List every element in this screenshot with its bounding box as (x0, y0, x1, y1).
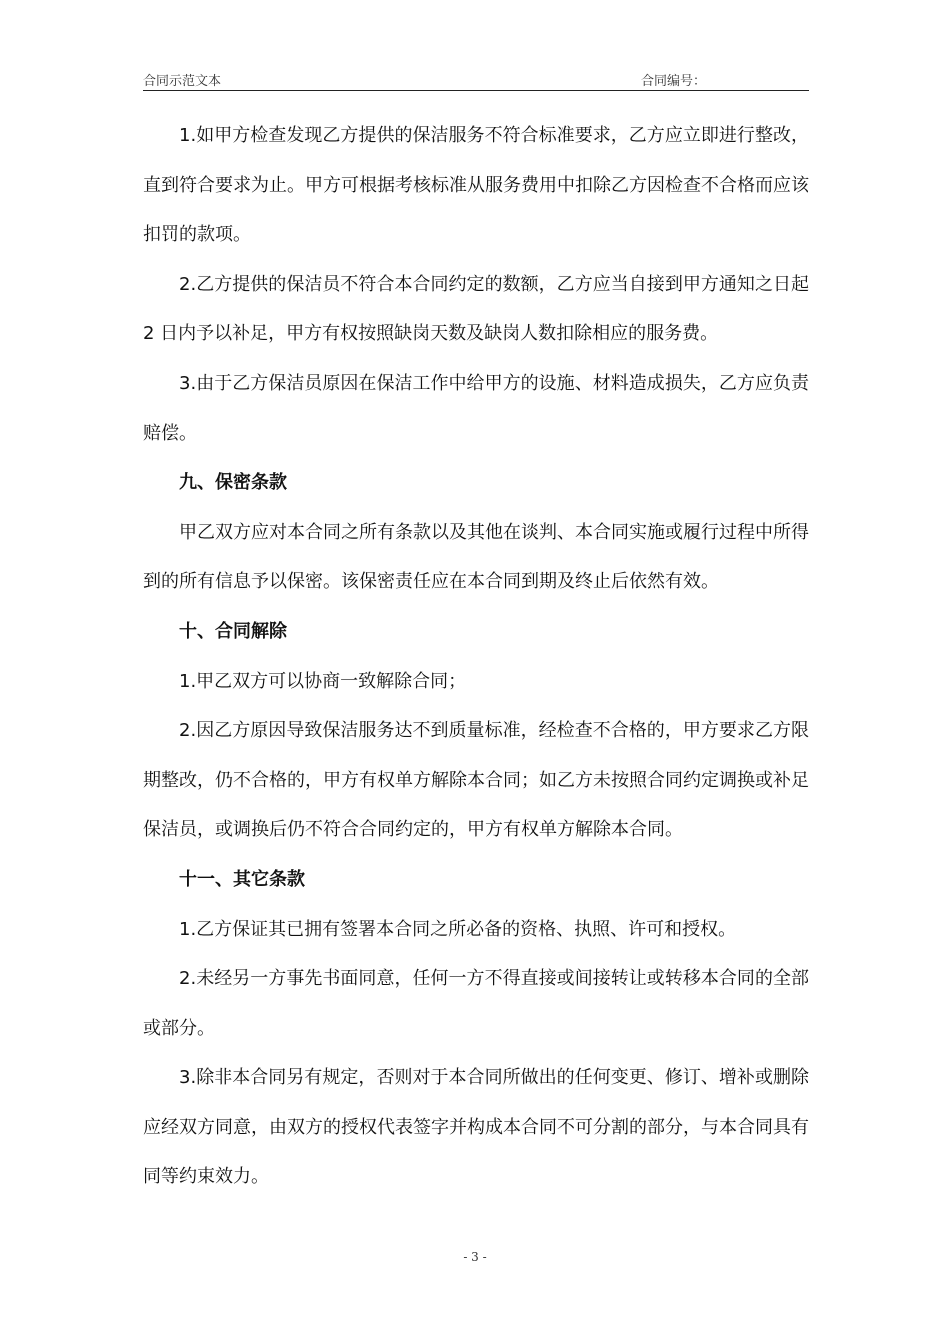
page-header (143, 68, 809, 91)
header-doc-type: 合同示范文本 (143, 74, 222, 89)
document-body (143, 111, 809, 1202)
paragraph-staff-shortage: 2.乙方提供的保洁员不符合本合同约定的数额，乙方应当自接到甲方通知之日起 2 日内予以补足，甲方有权按照缺岗天数及缺岗人数扣除相应的服务费。 (143, 273, 809, 345)
section-heading-confidentiality: 九、保密条款 (179, 472, 287, 494)
paragraph-damage-compensation: 3.由于乙方保洁员原因在保洁工作中给甲方的设施、材料造成损失，乙方应负责赔偿。 (143, 372, 809, 444)
section-heading-other-terms: 十一、其它条款 (179, 868, 305, 890)
paragraph-assignment: 2.未经另一方事先书面同意，任何一方不得直接或间接转让或转移本合同的全部或部分。 (143, 968, 809, 1039)
paragraph-termination-unilateral: 2.因乙方原因导致保洁服务达不到质量标准，经检查不合格的，甲方要求乙方限期整改，仍不合格的，甲方有权单方解除本合同；如乙方未按照合同约定调换或补足保洁员，或调换后仍不符合合同约定的，甲方有权单方解除本合同。 (143, 720, 809, 841)
page-number: - 3 - (463, 1250, 487, 1264)
paragraph-confidentiality: 甲乙双方应对本合同之所有条款以及其他在谈判、本合同实施或履行过程中所得到的所有信息予以保密。该保密责任应在本合同到期及终止后依然有效。 (143, 521, 809, 593)
paragraph-qualifications: 1.乙方保证其已拥有签署本合同之所必备的资格、执照、许可和授权。 (179, 918, 737, 940)
paragraph-termination-mutual: 1.甲乙双方可以协商一致解除合同； (179, 670, 467, 692)
paragraph-amendments: 3.除非本合同另有规定，否则对于本合同所做出的任何变更、修订、增补或删除应经双方同意，由双方的授权代表签字并构成本合同不可分割的部分，与本合同具有同等约束效力。 (143, 1067, 809, 1188)
paragraph-inspection-rectification: 1.如甲方检查发现乙方提供的保洁服务不符合标准要求，乙方应立即进行整改，直到符合要求为止。甲方可根据考核标准从服务费用中扣除乙方因检查不合格而应该扣罚的款项。 (143, 125, 809, 246)
header-contract-number-label: 合同编号： (641, 74, 707, 89)
section-heading-termination: 十、合同解除 (179, 620, 287, 642)
